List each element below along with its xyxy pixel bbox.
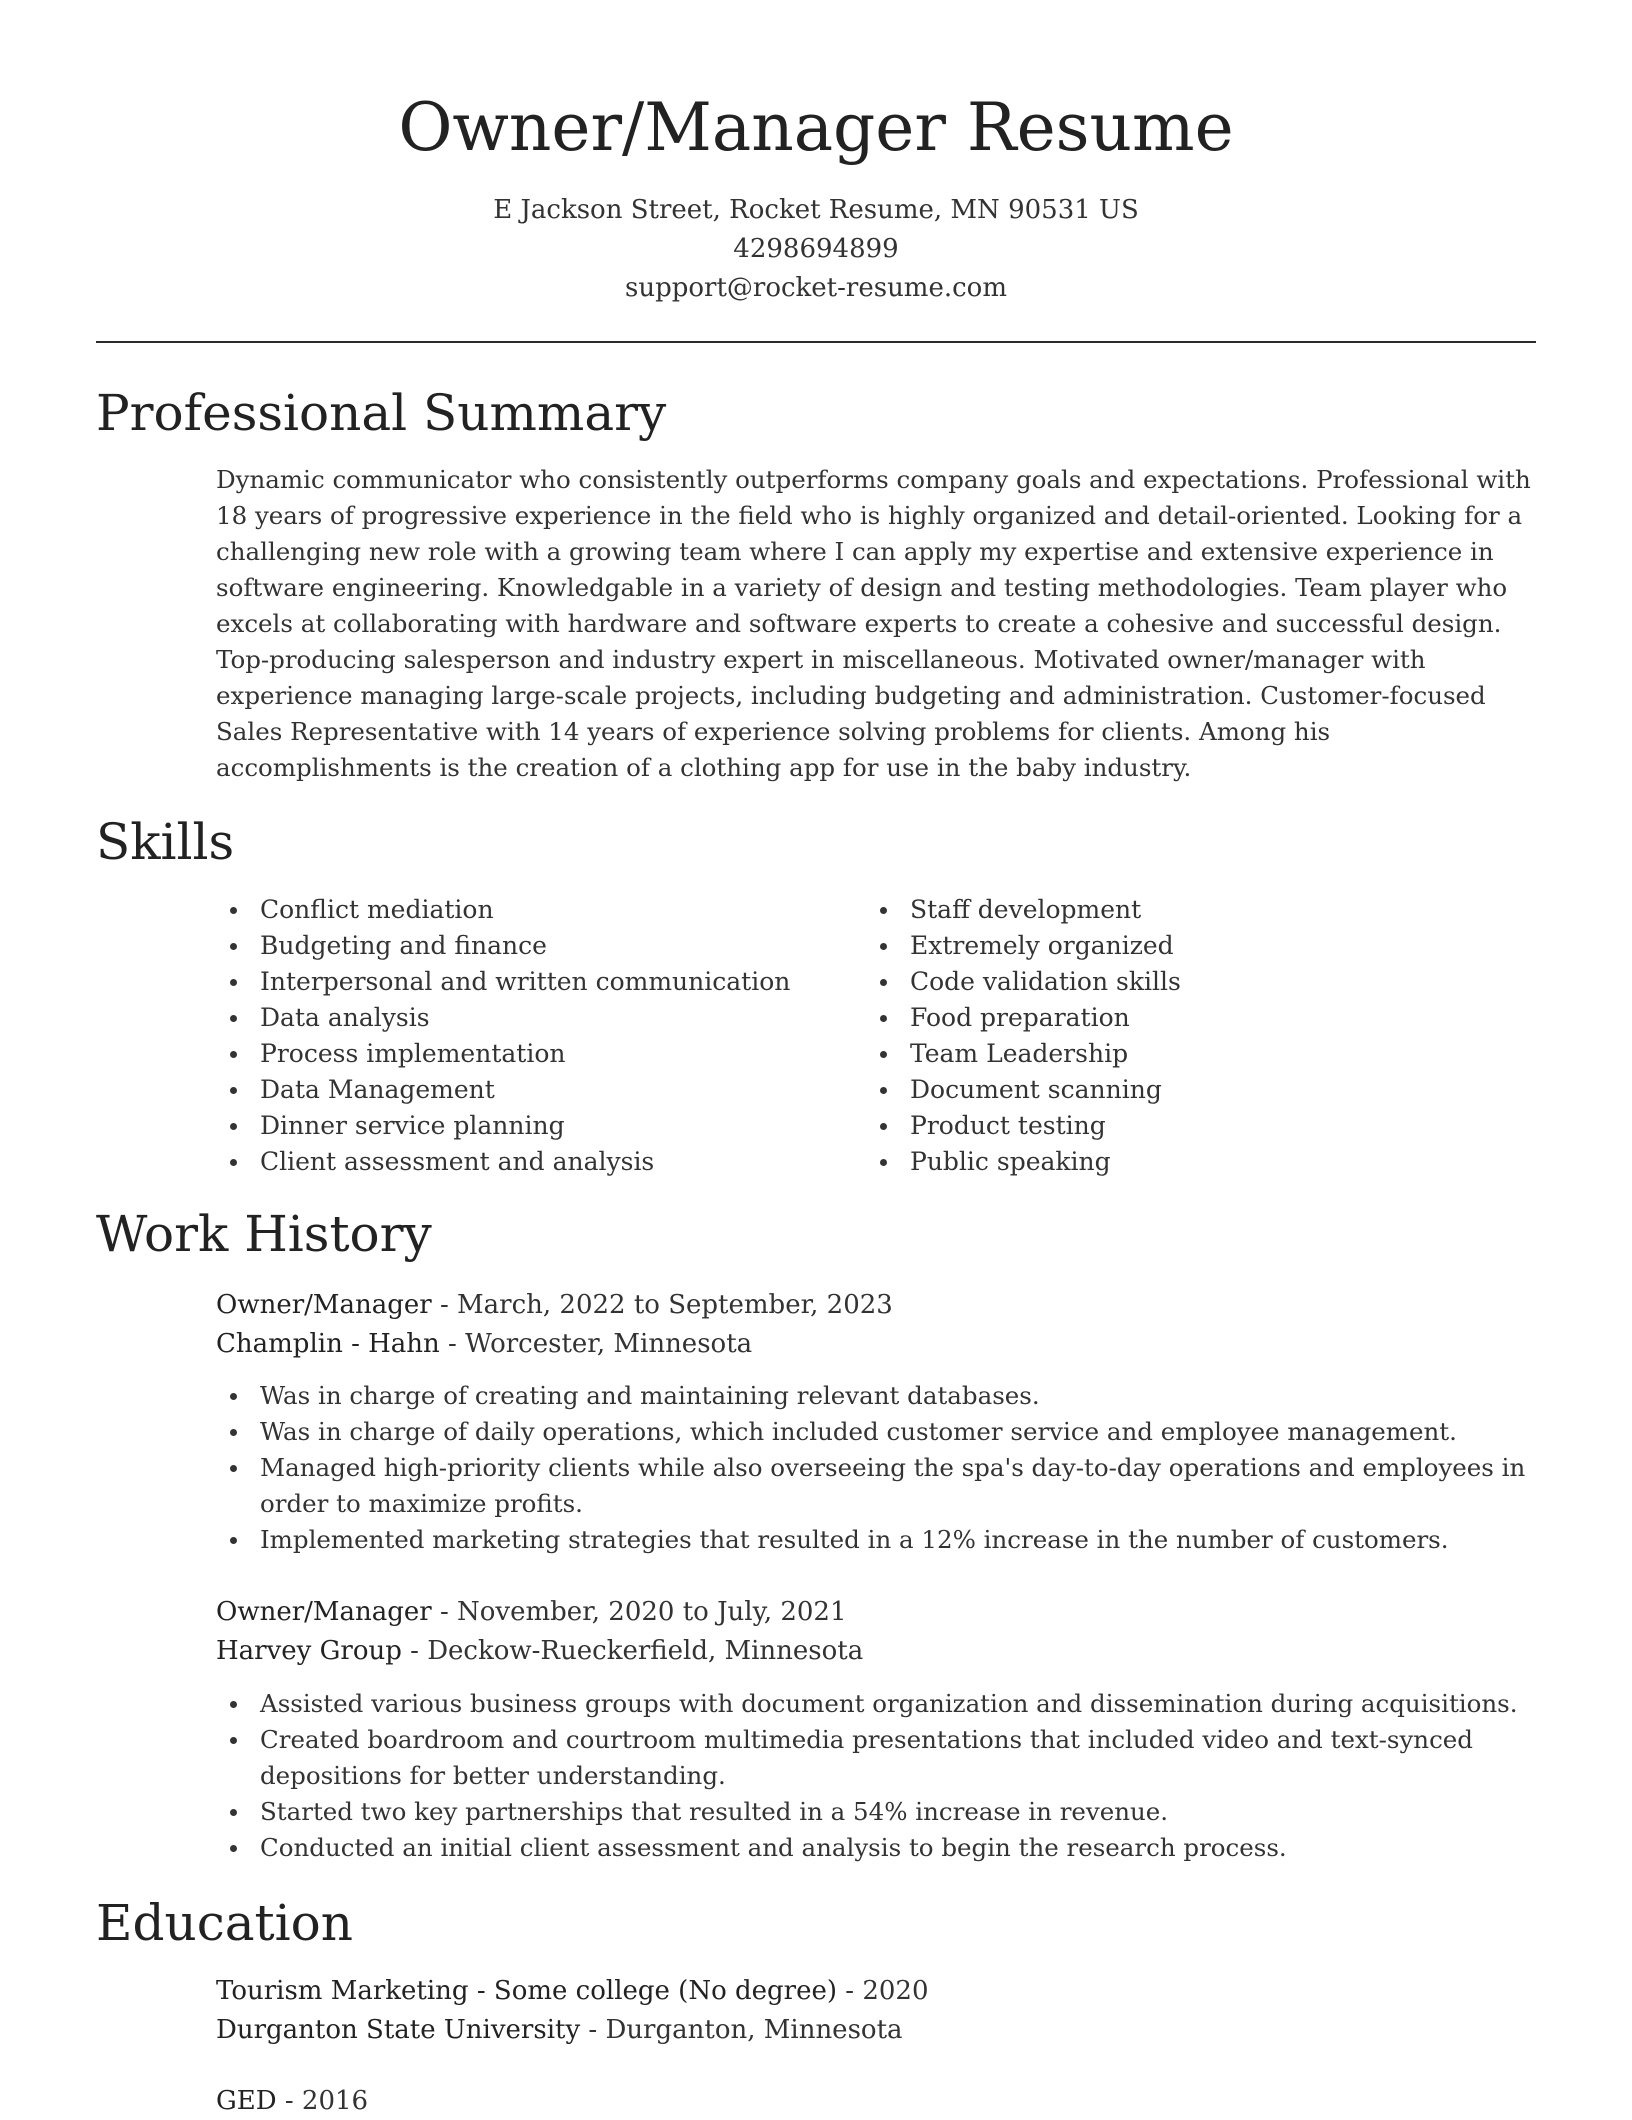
education-1-location: - Durganton, Minnesota (580, 2015, 903, 2045)
list-item: Assisted various business groups with document organization and dissemination during acquisitions. (216, 1686, 1536, 1722)
contact-phone: 4298694899 (733, 234, 899, 264)
list-item: Team Leadership (866, 1036, 1506, 1072)
list-item: Managed high-priority clients while also overseeing the spa's day-to-day operations and employees in order to maximize profits. (216, 1450, 1536, 1522)
list-item: Interpersonal and written communication (216, 964, 856, 1000)
job-2-location: - Deckow-Rueckerfield, Minnesota (401, 1636, 864, 1666)
education-2-degree: GED (216, 2086, 277, 2116)
section-title-skills: Skills (96, 813, 235, 871)
list-item: Public speaking (866, 1144, 1506, 1180)
summary-text: Dynamic communicator who consistently outperforms company goals and expectations. Professional with 18 years of progressive experience in the field who is highly organized and detail-oriented. Looking for a challenging new role with a growing team where I can apply my expertise and extensive experience in software engineering. Knowledgable in a variety of design and testing methodologies. Team player who excels at collaborating with hardware and software experts to create a cohesive and successful design. Top-producing salesperson and industry expert in miscellaneous. Motivated owner/manager with experience managing large-scale projects, including budgeting and administration. Customer-focused Sales Representative with 14 years of experience solving problems for clients. Among his accomplishments is the creation of a clothing app for use in the baby industry. (216, 465, 1531, 782)
section-title-education: Education (96, 1894, 353, 1952)
contact-address: E Jackson Street, Rocket Resume, MN 90531 US (493, 195, 1139, 225)
section-title-summary: Professional Summary (96, 384, 667, 442)
list-item: Conducted an initial client assessment and analysis to begin the research process. (216, 1830, 1536, 1866)
job-2-company-line (216, 1632, 863, 1670)
list-item: Implemented marketing strategies that resulted in a 12% increase in the number of customers. (216, 1522, 1536, 1558)
job-2-title-line (216, 1593, 847, 1631)
job-1-location: - Worcester, Minnesota (439, 1329, 753, 1359)
education-2-degree-line (216, 2082, 368, 2120)
job-2-bullets (216, 1686, 1536, 1866)
list-item: Dinner service planning (216, 1108, 856, 1144)
job-1-bullets (216, 1378, 1536, 1558)
job-1-title-line (216, 1286, 893, 1324)
list-item: Was in charge of daily operations, which included customer service and employee management. (216, 1414, 1536, 1450)
list-item: Process implementation (216, 1036, 856, 1072)
list-item: Created boardroom and courtroom multimedia presentations that included video and text-synced depositions for better understanding. (216, 1722, 1536, 1794)
skills-list-left (216, 892, 856, 1180)
list-item: Client assessment and analysis (216, 1144, 856, 1180)
list-item: Conflict mediation (216, 892, 856, 928)
job-2-role: Owner/Manager (216, 1597, 432, 1627)
education-1-degree: Tourism Marketing - Some college (No degree) (216, 1976, 838, 2006)
list-item: Staff development (866, 892, 1506, 928)
education-1-year: - 2020 (837, 1976, 929, 2006)
list-item: Product testing (866, 1108, 1506, 1144)
list-item: Extremely organized (866, 928, 1506, 964)
header-divider (96, 341, 1536, 343)
list-item: Budgeting and finance (216, 928, 856, 964)
job-1-role: Owner/Manager (216, 1290, 432, 1320)
education-1-school: Durganton State University (216, 2015, 581, 2045)
contact-block (0, 191, 1632, 308)
list-item: Food preparation (866, 1000, 1506, 1036)
job-1-company-line (216, 1325, 752, 1363)
job-1-dates: - March, 2022 to September, 2023 (431, 1290, 893, 1320)
education-1-school-line (216, 2011, 903, 2049)
skills-list-right (866, 892, 1506, 1180)
list-item: Code validation skills (866, 964, 1506, 1000)
education-2-year: - 2016 (276, 2086, 369, 2116)
list-item: Started two key partnerships that resulted in a 54% increase in revenue. (216, 1794, 1536, 1830)
education-1-degree-line (216, 1972, 929, 2010)
list-item: Data Management (216, 1072, 856, 1108)
job-2-dates: - November, 2020 to July, 2021 (431, 1597, 847, 1627)
resume-title: Owner/Manager Resume (398, 89, 1234, 166)
list-item: Was in charge of creating and maintaining relevant databases. (216, 1378, 1536, 1414)
list-item: Document scanning (866, 1072, 1506, 1108)
job-1-company: Champlin - Hahn (216, 1329, 440, 1359)
job-2-company: Harvey Group (216, 1636, 402, 1666)
section-title-work: Work History (96, 1205, 432, 1263)
list-item: Data analysis (216, 1000, 856, 1036)
contact-email: support@rocket-resume.com (624, 273, 1007, 303)
